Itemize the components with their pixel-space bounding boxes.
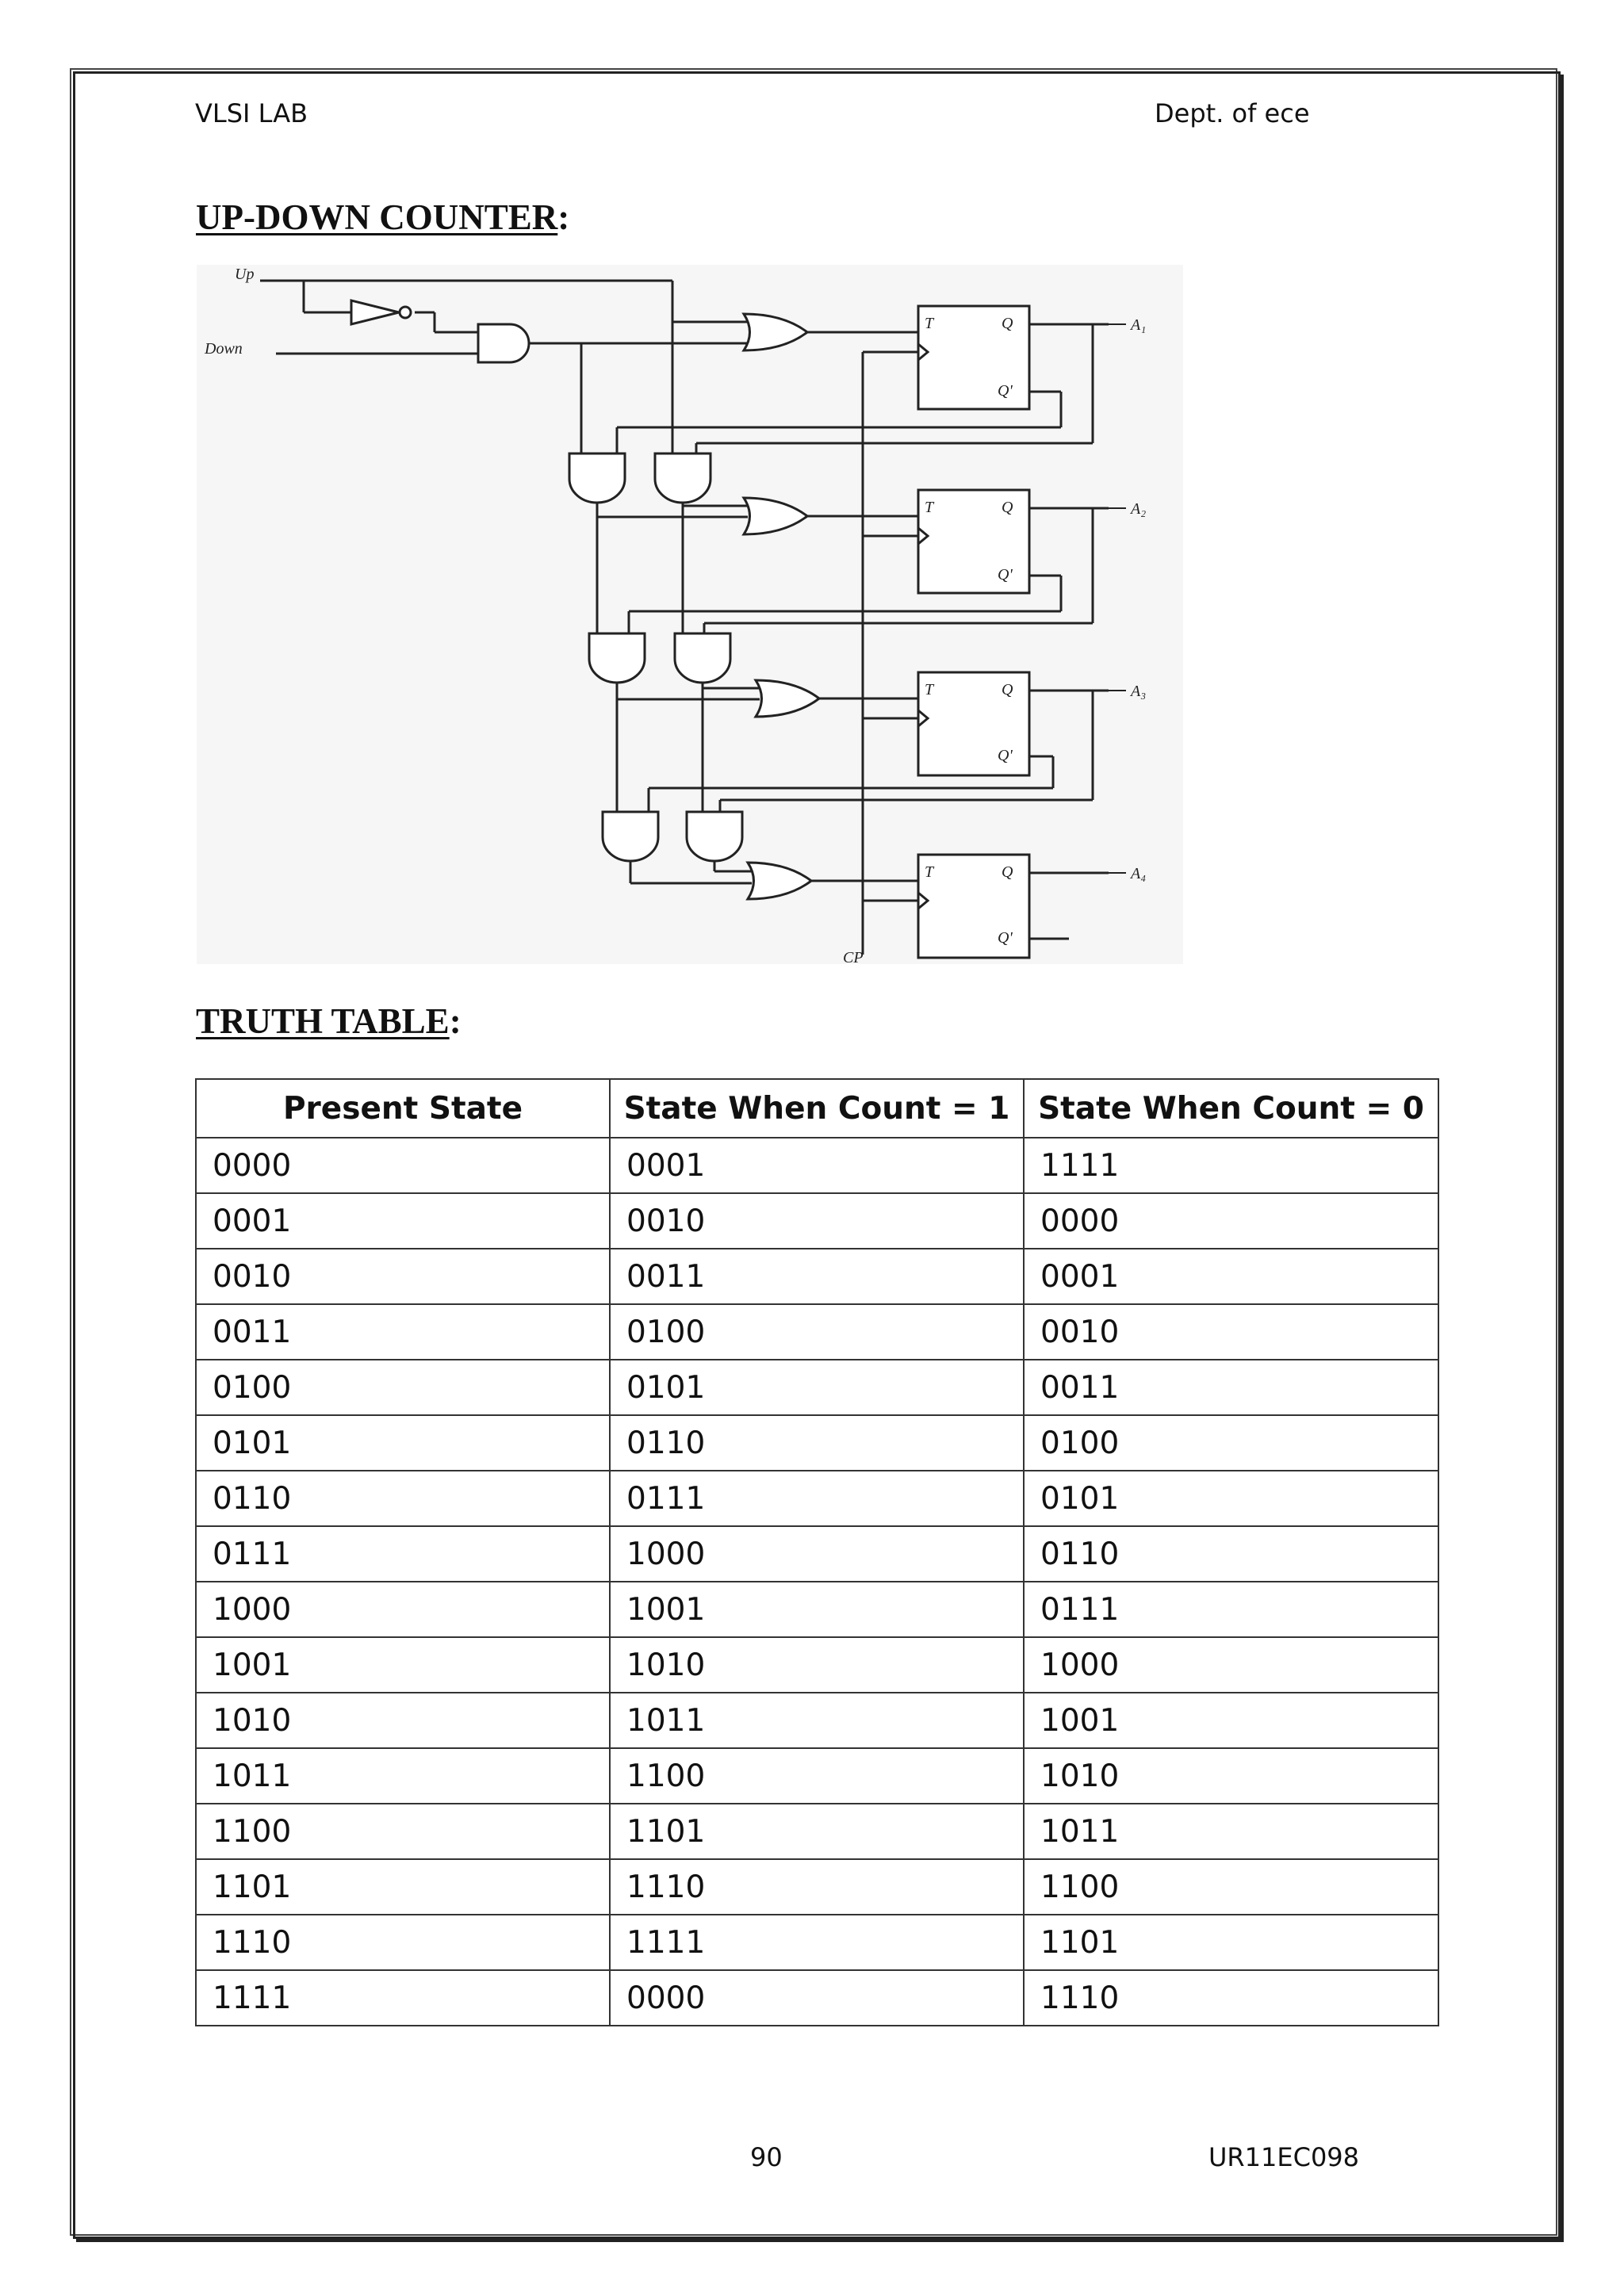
- cell: 1001: [1024, 1693, 1438, 1748]
- truth-table: [195, 1078, 1439, 2026]
- ff1-qn: Q': [998, 382, 1013, 400]
- table-row: [196, 1471, 1438, 1526]
- cell: 0100: [610, 1304, 1024, 1360]
- table-row: [196, 1193, 1438, 1249]
- section-heading-truth-table: TRUTH TABLE:: [196, 1001, 462, 1041]
- table-row: [196, 1582, 1438, 1637]
- cell: 1000: [196, 1582, 610, 1637]
- header-count-0: State When Count = 0: [1024, 1079, 1438, 1138]
- label-up: Up: [235, 266, 255, 283]
- cell: 1010: [1024, 1748, 1438, 1804]
- cell: 0001: [1024, 1249, 1438, 1304]
- ff1-t: T: [925, 315, 934, 332]
- ff2-q: Q: [1002, 499, 1013, 516]
- cell: 1010: [610, 1637, 1024, 1693]
- ff3-q: Q: [1002, 681, 1013, 698]
- cell: 1000: [610, 1526, 1024, 1582]
- cell: 1000: [1024, 1637, 1438, 1693]
- table-row: [196, 1249, 1438, 1304]
- ff4-qn: Q': [998, 929, 1013, 947]
- cell: 0011: [1024, 1360, 1438, 1415]
- cell: 0110: [1024, 1526, 1438, 1582]
- cell: 0001: [610, 1138, 1024, 1193]
- header-present-state: Present State: [196, 1079, 610, 1138]
- cell: 0011: [196, 1304, 610, 1360]
- cell: 0010: [196, 1249, 610, 1304]
- ff4-t: T: [925, 863, 934, 881]
- table-row: [196, 1915, 1438, 1970]
- footer-roll-number: UR11EC098: [1208, 2142, 1360, 2172]
- header-lab-title: VLSI LAB: [195, 98, 308, 128]
- cell: 0110: [610, 1415, 1024, 1471]
- table-row: [196, 1526, 1438, 1582]
- table-row: [196, 1304, 1438, 1360]
- ff3-qn: Q': [998, 747, 1013, 764]
- header-count-1: State When Count = 1: [610, 1079, 1024, 1138]
- cell: 1101: [610, 1804, 1024, 1859]
- cell: 0111: [196, 1526, 610, 1582]
- cell: 0101: [610, 1360, 1024, 1415]
- section-heading-counter: UP-DOWN COUNTER:: [196, 197, 570, 237]
- cell: 1110: [1024, 1970, 1438, 2026]
- page-number: 90: [750, 2142, 783, 2172]
- ff1-q: Q: [1002, 315, 1013, 332]
- cell: 0000: [196, 1138, 610, 1193]
- cell: 0001: [196, 1193, 610, 1249]
- cell: 0101: [196, 1415, 610, 1471]
- heading-truth-table-text: TRUTH TABLE: [196, 1001, 450, 1041]
- cell: 1101: [1024, 1915, 1438, 1970]
- cell: 1101: [196, 1859, 610, 1915]
- label-cp: CP: [843, 949, 864, 964]
- cell: 1110: [196, 1915, 610, 1970]
- cell: 1111: [610, 1915, 1024, 1970]
- table-row: [196, 1693, 1438, 1748]
- cell: 0011: [610, 1249, 1024, 1304]
- table-header-row: [196, 1079, 1438, 1138]
- up-down-counter-circuit: [197, 265, 1183, 964]
- cell: 1111: [196, 1970, 610, 2026]
- cell: 0100: [1024, 1415, 1438, 1471]
- heading-counter-text: UP-DOWN COUNTER: [196, 197, 558, 237]
- cell: 1011: [196, 1748, 610, 1804]
- output-a1: A₁: [1131, 316, 1147, 334]
- cell: 1001: [610, 1582, 1024, 1637]
- cell: 1100: [1024, 1859, 1438, 1915]
- table-row: [196, 1748, 1438, 1804]
- label-down: Down: [205, 340, 243, 358]
- cell: 0111: [1024, 1582, 1438, 1637]
- cell: 1110: [610, 1859, 1024, 1915]
- cell: 0100: [196, 1360, 610, 1415]
- cell: 1111: [1024, 1138, 1438, 1193]
- cell: 0110: [196, 1471, 610, 1526]
- cell: 0010: [610, 1193, 1024, 1249]
- table-row: [196, 1637, 1438, 1693]
- cell: 0010: [1024, 1304, 1438, 1360]
- cell: 1100: [610, 1748, 1024, 1804]
- table-row: [196, 1360, 1438, 1415]
- cell: 0101: [1024, 1471, 1438, 1526]
- ff3-t: T: [925, 681, 934, 698]
- ff4-q: Q: [1002, 863, 1013, 881]
- table-row: [196, 1415, 1438, 1471]
- cell: 1001: [196, 1637, 610, 1693]
- cell: 1011: [1024, 1804, 1438, 1859]
- table-row: [196, 1138, 1438, 1193]
- cell: 1100: [196, 1804, 610, 1859]
- cell: 0111: [610, 1471, 1024, 1526]
- cell: 1010: [196, 1693, 610, 1748]
- cell: 1011: [610, 1693, 1024, 1748]
- output-a4: A₄: [1131, 865, 1147, 882]
- output-a2: A₂: [1131, 500, 1147, 518]
- table-row: [196, 1804, 1438, 1859]
- table-row: [196, 1859, 1438, 1915]
- ff2-qn: Q': [998, 566, 1013, 584]
- output-a3: A₃: [1131, 683, 1147, 700]
- cell: 0000: [610, 1970, 1024, 2026]
- table-row: [196, 1970, 1438, 2026]
- ff2-t: T: [925, 499, 934, 516]
- header-department: Dept. of ece: [1155, 98, 1310, 128]
- cell: 0000: [1024, 1193, 1438, 1249]
